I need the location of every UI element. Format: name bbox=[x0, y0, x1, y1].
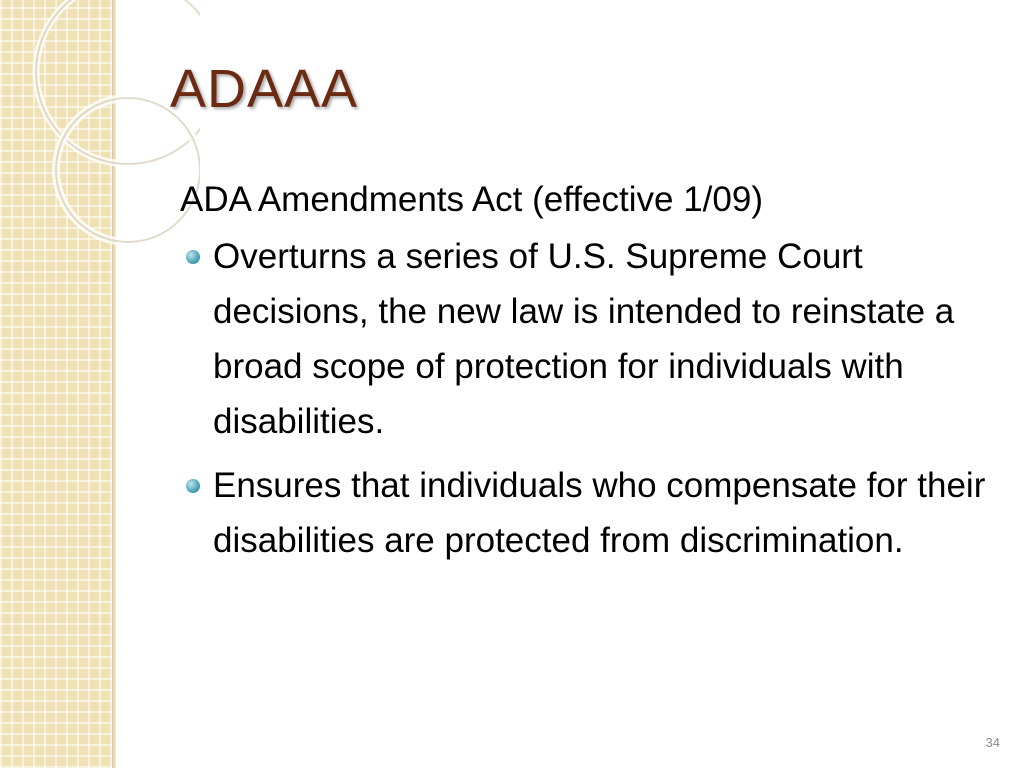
bullet-text: Ensures that individuals who compensate for their disabilities are protected from discrimination. bbox=[213, 466, 986, 560]
page-number: 34 bbox=[985, 735, 1000, 750]
slide-title: ADAAA bbox=[170, 59, 359, 119]
decorative-rings bbox=[0, 0, 200, 260]
bullet-item bbox=[180, 229, 1000, 449]
bullet-list bbox=[180, 229, 1000, 568]
slide-subtitle: ADA Amendments Act (effective 1/09) bbox=[180, 180, 763, 219]
bullet-dot-icon bbox=[186, 250, 200, 264]
bullet-item bbox=[180, 458, 1000, 568]
bullet-text: Overturns a series of U.S. Supreme Court decisions, the new law is intended to reinstate a broad scope of protection for individuals with disabilities. bbox=[213, 237, 955, 441]
bullet-dot-icon bbox=[186, 479, 200, 493]
slide-content bbox=[180, 172, 1000, 577]
